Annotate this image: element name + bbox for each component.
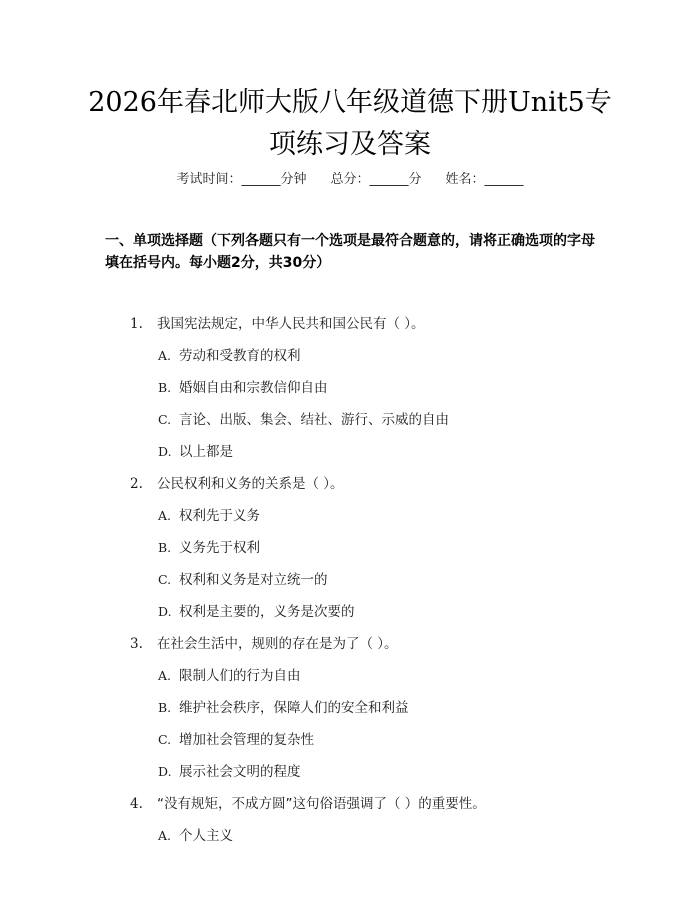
option-text: 权利是主要的，义务是次要的: [179, 604, 355, 620]
title-line-2: 项练习及答案: [269, 129, 431, 160]
option-letter: B.: [158, 540, 172, 555]
option-letter: B.: [158, 700, 172, 715]
option-text: 权利和义务是对立统一的: [179, 572, 328, 588]
option-3d: [158, 760, 301, 780]
option-1d: [158, 440, 233, 460]
question-1: [130, 312, 425, 332]
option-letter: A.: [158, 828, 172, 843]
option-text: 增加社会管理的复杂性: [179, 732, 314, 748]
option-letter: A.: [158, 668, 172, 683]
option-3c: [158, 728, 314, 748]
question-2: [130, 472, 344, 492]
option-text: 劳动和受教育的权利: [179, 348, 301, 364]
question-text: 我国宪法规定，中华人民共和国公民有（ ）。: [157, 316, 425, 332]
option-text: 权利先于义务: [179, 508, 260, 524]
option-letter: D.: [158, 764, 172, 779]
question-text: “没有规矩，不成方圆”这句俗语强调了（ ）的重要性。: [157, 796, 486, 812]
option-4a: [158, 824, 233, 844]
section-heading: 一、单项选择题（下列各题只有一个选项是最符合题意的，请将正确选项的字母填在括号内。每小题2分，共30分）: [105, 233, 595, 271]
total-score-field: 总分：______分: [330, 172, 422, 187]
option-1c: [158, 408, 449, 428]
question-number: 1.: [130, 316, 143, 332]
option-text: 言论、出版、集会、结社、游行、示威的自由: [179, 412, 449, 428]
option-3b: [158, 696, 409, 716]
question-number: 3.: [130, 636, 143, 652]
option-text: 婚姻自由和宗教信仰自由: [179, 380, 328, 396]
option-letter: A.: [158, 508, 172, 523]
option-3a: [158, 664, 301, 684]
option-letter: A.: [158, 348, 172, 363]
option-letter: C.: [158, 572, 172, 587]
option-letter: B.: [158, 380, 172, 395]
option-2d: [158, 600, 355, 620]
question-number: 2.: [130, 476, 143, 492]
option-letter: C.: [158, 412, 172, 427]
option-letter: D.: [158, 444, 172, 459]
question-text: 在社会生活中，规则的存在是为了（ ）。: [157, 636, 398, 652]
exam-time-field: 考试时间：______分钟: [176, 172, 307, 187]
option-2c: [158, 568, 328, 588]
question-text: 公民权利和义务的关系是（ ）。: [157, 476, 344, 492]
option-1a: [158, 344, 301, 364]
option-letter: D.: [158, 604, 172, 619]
option-text: 限制人们的行为自由: [179, 668, 301, 684]
exam-info-line: [0, 168, 700, 187]
question-4: [130, 792, 486, 812]
option-text: 以上都是: [179, 444, 233, 460]
question-number: 4.: [130, 796, 143, 812]
question-3: [130, 632, 398, 652]
title-line-1: 2026年春北师大版八年级道德下册Unit5专: [88, 87, 612, 118]
option-letter: C.: [158, 732, 172, 747]
option-text: 个人主义: [179, 828, 233, 844]
option-text: 维护社会秩序，保障人们的安全和利益: [179, 700, 409, 716]
option-2a: [158, 504, 260, 524]
option-text: 义务先于权利: [179, 540, 260, 556]
option-1b: [158, 376, 328, 396]
option-2b: [158, 536, 260, 556]
page-title: [0, 82, 700, 166]
option-text: 展示社会文明的程度: [179, 764, 301, 780]
name-field: 姓名：______: [445, 172, 524, 187]
